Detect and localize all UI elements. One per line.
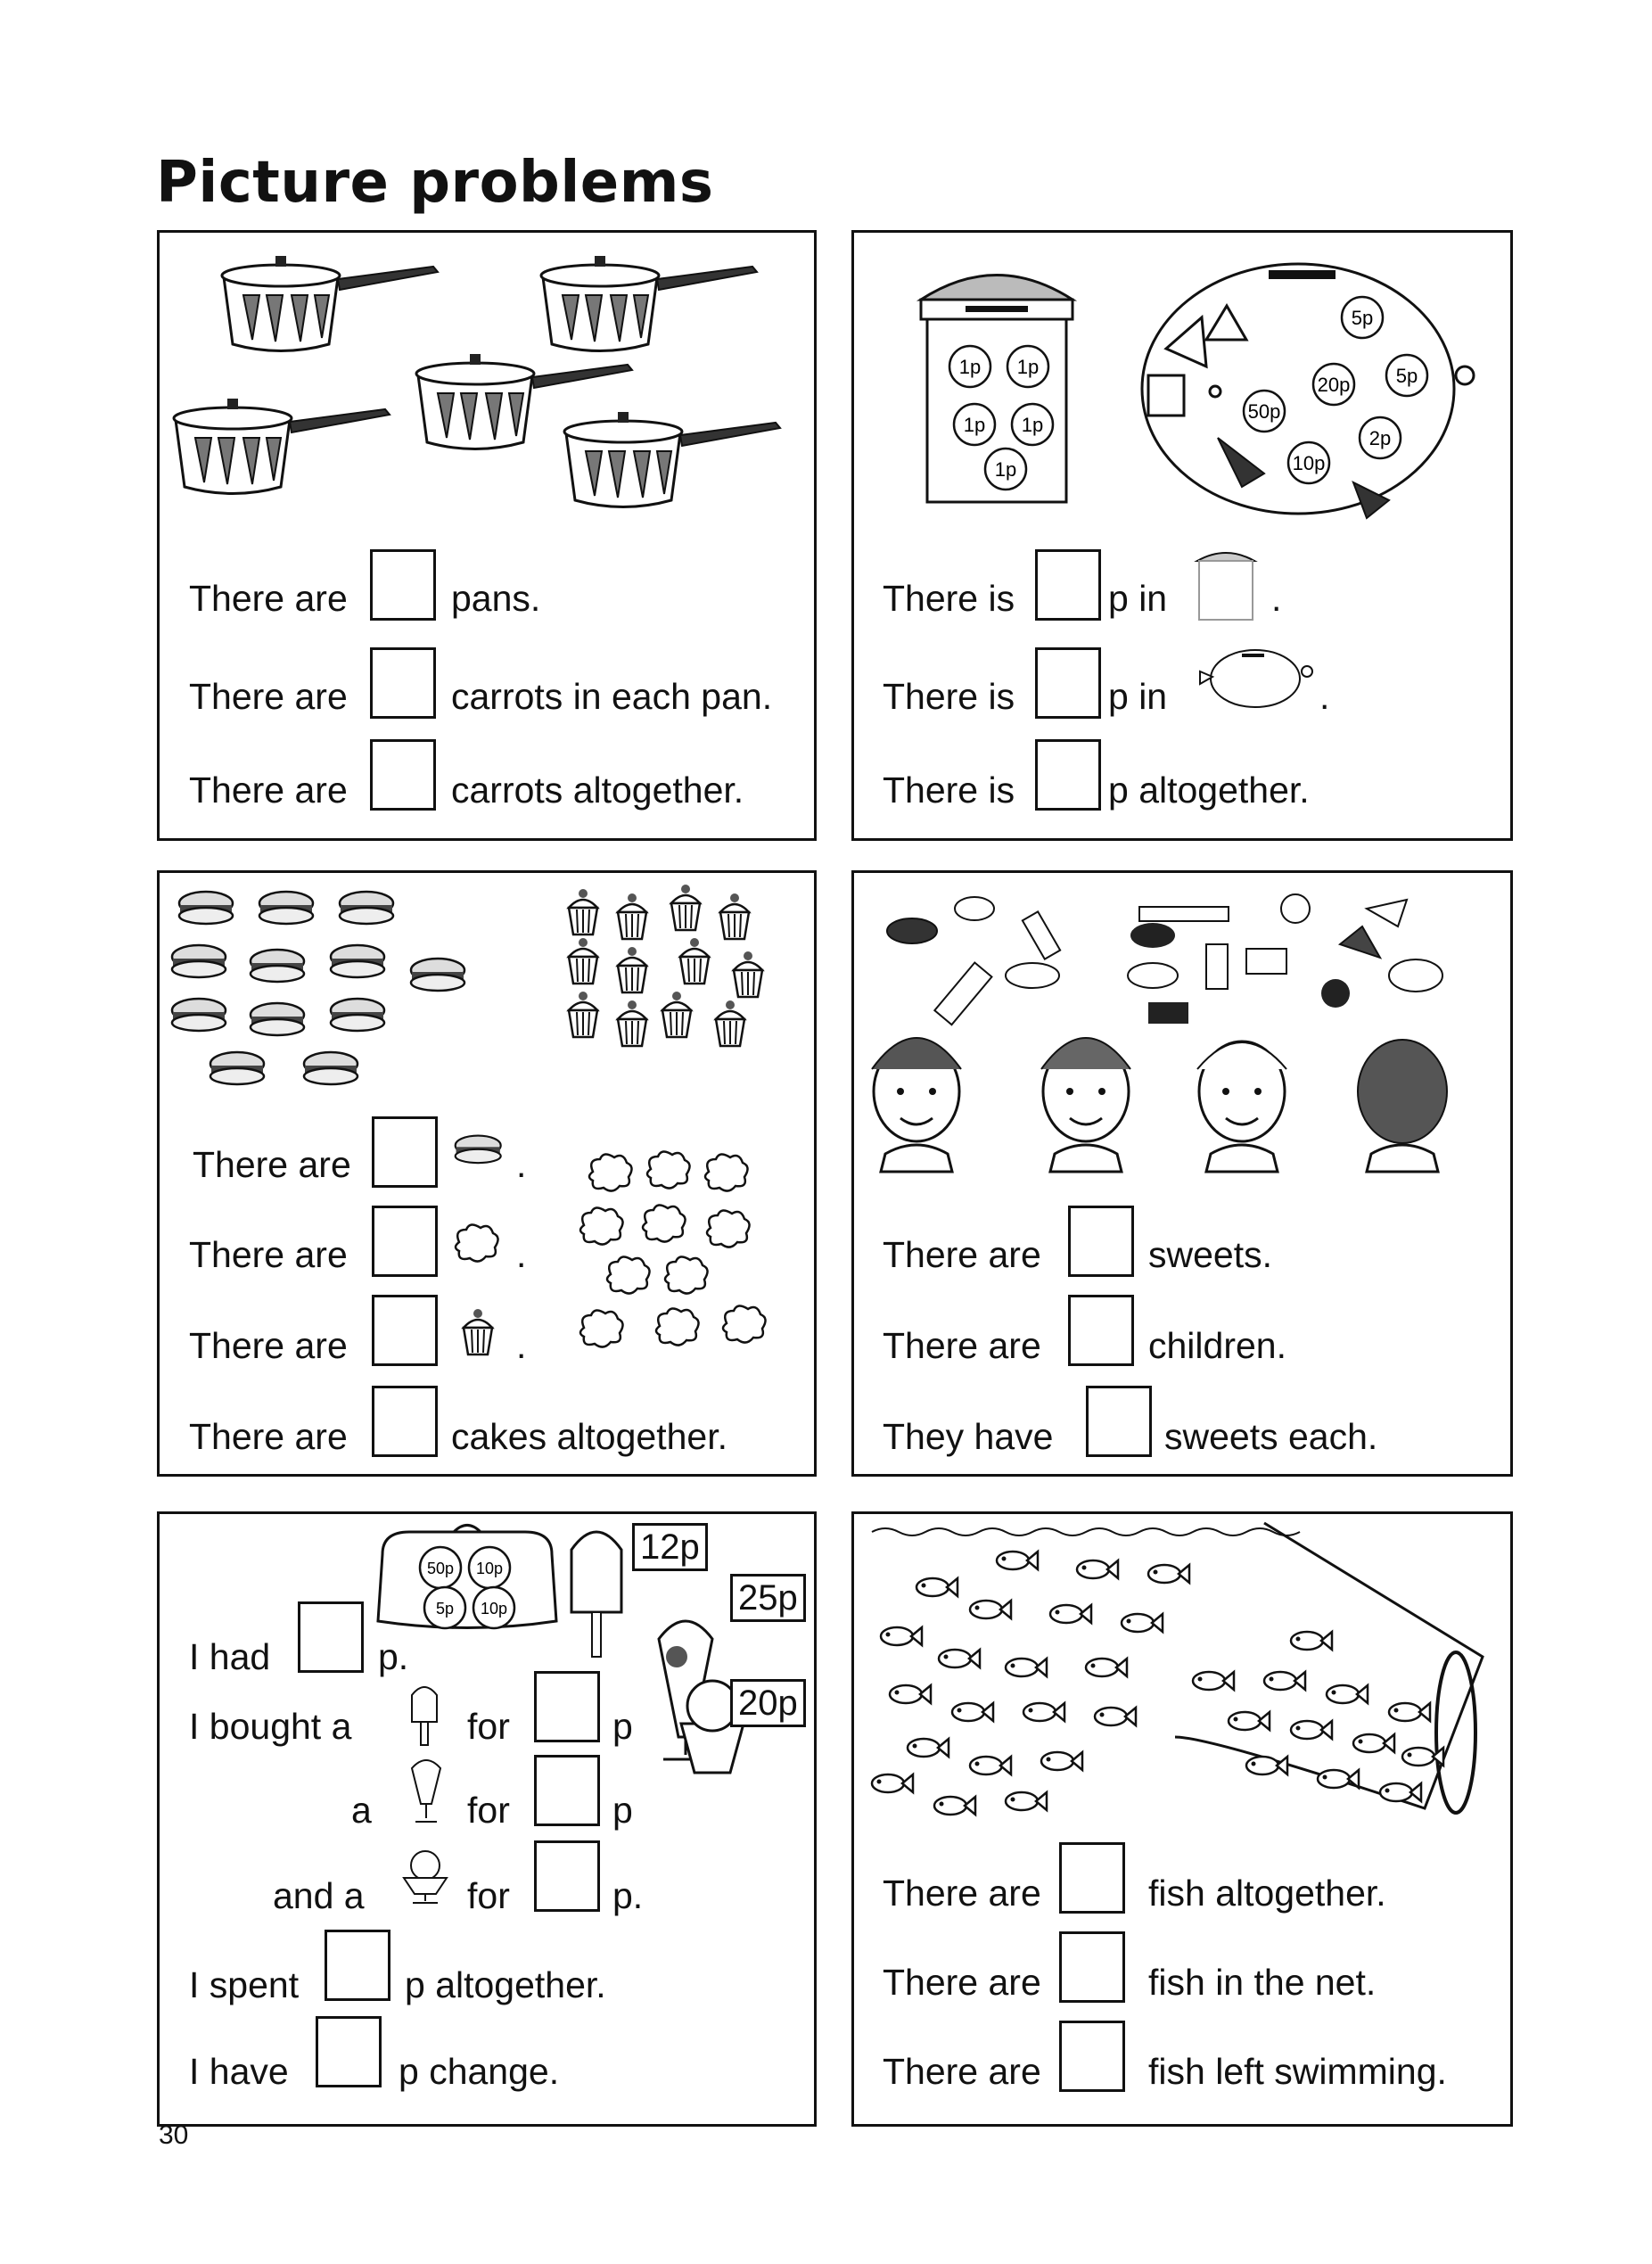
burger-icon xyxy=(454,1133,507,1169)
q2-text: There are xyxy=(883,1962,1041,2003)
answer-box-lolly[interactable] xyxy=(534,1671,600,1742)
and-a-text: and a xyxy=(273,1875,365,1916)
for-text-1: for xyxy=(467,1706,510,1747)
q2-after: children. xyxy=(1148,1325,1286,1366)
pig-coin-6: 10p xyxy=(1292,452,1326,474)
q3-text: There is xyxy=(883,770,1015,811)
purse-coin-2: 10p xyxy=(475,1560,504,1577)
cupcake-icon xyxy=(458,1308,498,1357)
q3-text: There are xyxy=(189,770,348,811)
piggy-bank-icon xyxy=(1193,643,1318,714)
p-text-2: p xyxy=(612,1790,633,1831)
answer-box-fish-total[interactable] xyxy=(1059,1842,1125,1914)
panel-fish xyxy=(851,1511,1513,2127)
q2-after: fish in the net. xyxy=(1148,1962,1377,2003)
price-tag-sundae: 25p xyxy=(730,1574,806,1622)
spent-text: I spent xyxy=(189,1964,300,2005)
answer-box-icecream[interactable] xyxy=(534,1840,600,1912)
pig-coin-1: 5p xyxy=(1351,307,1374,329)
answer-box-clouds[interactable] xyxy=(372,1206,438,1277)
q2-text: There are xyxy=(189,1234,348,1275)
q1-after: pans. xyxy=(451,578,541,619)
q3-after: carrots altogether. xyxy=(451,770,744,811)
q3-after: sweets each. xyxy=(1164,1416,1378,1457)
panel-money xyxy=(851,230,1513,841)
sweets-children-illustration xyxy=(854,873,1510,1194)
box-coin-3: 1p xyxy=(963,414,986,436)
icecream-icon xyxy=(399,1844,452,1906)
q2-dot: . xyxy=(516,1234,527,1275)
answer-box-children[interactable] xyxy=(1068,1295,1134,1366)
p-dot-text: p. xyxy=(612,1875,644,1916)
q4-after: cakes altogether. xyxy=(451,1416,727,1457)
money-illustration xyxy=(854,233,1510,536)
q3-text: There are xyxy=(189,1325,348,1366)
purse-coin-1: 50p xyxy=(426,1560,455,1577)
price-tag-lolly: 12p xyxy=(632,1523,708,1571)
q2-dot: . xyxy=(1319,676,1330,717)
box-coin-2: 1p xyxy=(1016,356,1040,378)
pig-coin-5: 2p xyxy=(1368,427,1392,449)
answer-box-sweets-each[interactable] xyxy=(1086,1386,1152,1457)
page-title: Picture problems xyxy=(156,150,714,216)
q4-text: There are xyxy=(189,1416,348,1457)
had-after: p. xyxy=(378,1636,409,1677)
q1-text: There is xyxy=(883,578,1015,619)
answer-box-fish-swimming[interactable] xyxy=(1059,2021,1125,2092)
answer-box-carrots-total[interactable] xyxy=(370,739,436,811)
answer-box-pence-total[interactable] xyxy=(1035,739,1101,811)
answer-box-cupcakes[interactable] xyxy=(372,1295,438,1366)
p-text-1: p xyxy=(612,1706,633,1747)
lolly-icon xyxy=(407,1679,442,1750)
answer-box-burgers[interactable] xyxy=(372,1116,438,1188)
q2-after: carrots in each pan. xyxy=(451,676,773,717)
q3-text: They have xyxy=(883,1416,1054,1457)
q1-dot: . xyxy=(1271,578,1282,619)
answer-box-sweets[interactable] xyxy=(1068,1206,1134,1277)
answer-box-had[interactable] xyxy=(298,1601,364,1673)
answer-box-carrots-each[interactable] xyxy=(370,647,436,719)
q1-text: There are xyxy=(193,1144,351,1185)
pig-coin-4: 50p xyxy=(1247,400,1281,423)
q1-after: p in xyxy=(1108,578,1168,619)
for-text-3: for xyxy=(467,1875,510,1916)
have-text: I have xyxy=(189,2051,289,2092)
box-coin-1: 1p xyxy=(958,356,982,378)
pig-coin-3: 5p xyxy=(1395,365,1418,387)
q1-text: There are xyxy=(189,578,348,619)
q1-text: There are xyxy=(883,1873,1041,1914)
answer-box-pans[interactable] xyxy=(370,549,436,621)
answer-box-pence-pig[interactable] xyxy=(1035,647,1101,719)
money-box-icon xyxy=(1190,545,1262,625)
for-text-2: for xyxy=(467,1790,510,1831)
bought-text: I bought a xyxy=(189,1706,352,1747)
panel-cakes xyxy=(157,870,817,1477)
panel-shopping xyxy=(157,1511,817,2127)
answer-box-spent[interactable] xyxy=(325,1930,390,2001)
q1-after: sweets. xyxy=(1148,1234,1272,1275)
have-after: p change. xyxy=(399,2051,560,2092)
answer-box-pence-box[interactable] xyxy=(1035,549,1101,621)
sundae-icon xyxy=(407,1750,447,1831)
q2-text: There are xyxy=(883,1325,1041,1366)
q2-text: There is xyxy=(883,676,1015,717)
a-text: a xyxy=(351,1790,372,1831)
q3-after: fish left swimming. xyxy=(1148,2051,1447,2092)
purse-coin-3: 5p xyxy=(435,1600,455,1618)
q1-dot: . xyxy=(516,1144,527,1185)
page-number: 30 xyxy=(159,2120,189,2150)
price-tag-icecream: 20p xyxy=(730,1679,806,1727)
panel-pans xyxy=(157,230,817,841)
pig-coin-2: 20p xyxy=(1317,374,1351,396)
q2-after: p in xyxy=(1108,676,1168,717)
box-coin-4: 1p xyxy=(1021,414,1044,436)
q1-after: fish altogether. xyxy=(1148,1873,1386,1914)
q2-text: There are xyxy=(189,676,348,717)
answer-box-cakes-total[interactable] xyxy=(372,1386,438,1457)
q1-text: There are xyxy=(883,1234,1041,1275)
q3-after: p altogether. xyxy=(1108,770,1310,811)
q3-text: There are xyxy=(883,2051,1041,2092)
answer-box-change[interactable] xyxy=(316,2016,382,2087)
purse-coin-4: 10p xyxy=(480,1600,508,1618)
pans-illustration xyxy=(160,233,814,536)
spent-after: p altogether. xyxy=(405,1964,606,2005)
q3-dot: . xyxy=(516,1325,527,1366)
box-coin-5: 1p xyxy=(994,458,1017,481)
panel-sweets xyxy=(851,870,1513,1477)
answer-box-fish-net[interactable] xyxy=(1059,1931,1125,2003)
cloud-cake-icon xyxy=(452,1223,505,1267)
had-text: I had xyxy=(189,1636,271,1677)
fish-illustration xyxy=(854,1514,1510,1835)
answer-box-sundae[interactable] xyxy=(534,1755,600,1826)
